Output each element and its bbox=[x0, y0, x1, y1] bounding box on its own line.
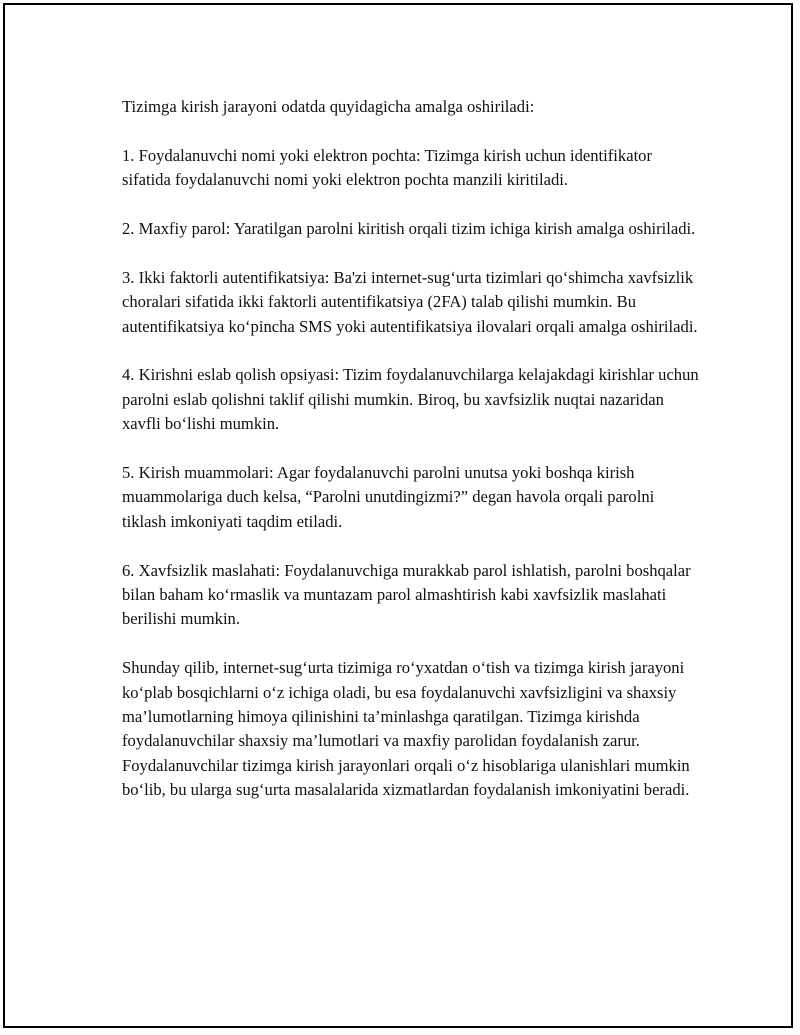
list-item: 3. Ikki faktorli autentifikatsiya: Ba'zi internet-sug‘urta tizimlari qo‘shimcha xavfsizlik choralari sifatida ikki faktorli autentifikatsiya (2FA) talab qilishi mumkin. Bu autentifikatsiya ko‘pincha SMS yoki autentifikatsiya ilovalari orqali amalga oshiriladi. bbox=[122, 267, 698, 336]
conclusion-paragraph: Shunday qilib, internet-sug‘urta tizimiga ro‘yxatdan o‘tish va tizimga kirish jarayoni ko‘plab bosqichlarni o‘z ichiga oladi, bu esa foydalanuvchi xavfsizligini va shaxsiy ma’lumotlarning himoya qilinishini ta’minlashga qaratilgan. Tizimga kirishda foydalanuvchilar shaxsiy ma’lumotlari va maxfiy parolidan foydalanish zarur. Foydalanuvchilar tizimga kirish jarayonlari orqali o‘z hisoblariga ulanishlari mumkin bo‘lib, bu ularga sug‘urta masalalarida xizmatlardan foydalanish imkoniyatini beradi. bbox=[122, 658, 690, 800]
list-item: 4. Kirishni eslab qolish opsiyasi: Tizim foydalanuvchilarga kelajakdagi kirishlar uchun parolni eslab qolishni taklif qilishi mumkin. Biroq, bu xavfsizlik nuqtai nazaridan xavfli bo‘lishi mumkin. bbox=[122, 365, 699, 434]
list-item: 6. Xavfsizlik maslahati: Foydalanuvchiga murakkab parol ishlatish, parolni boshqalar bilan baham ko‘rmaslik va muntazam parol almashtirish kabi xavfsizlik maslahati berilishi mumkin. bbox=[122, 560, 691, 629]
list-item: 2. Maxfiy parol: Yaratilgan parolni kiritish orqali tizim ichiga kirish amalga oshiriladi. bbox=[122, 219, 696, 238]
document-body bbox=[122, 95, 702, 827]
list-item: 1. Foydalanuvchi nomi yoki elektron pochta: Tizimga kirish uchun identifikator sifatida foydalanuvchi nomi yoki elektron pochta manzili kiritiladi. bbox=[122, 145, 653, 190]
page-frame bbox=[3, 3, 793, 1028]
list-item: 5. Kirish muammolari: Agar foydalanuvchi parolni unutsa yoki boshqa kirish muammolariga duch kelsa, “Parolni unutdingizmi?” degan havola orqali parolni tiklash imkoniyati taqdim etiladi. bbox=[122, 463, 655, 531]
intro-paragraph: Tizimga kirish jarayoni odatda quyidagicha amalga oshiriladi: bbox=[122, 97, 535, 116]
